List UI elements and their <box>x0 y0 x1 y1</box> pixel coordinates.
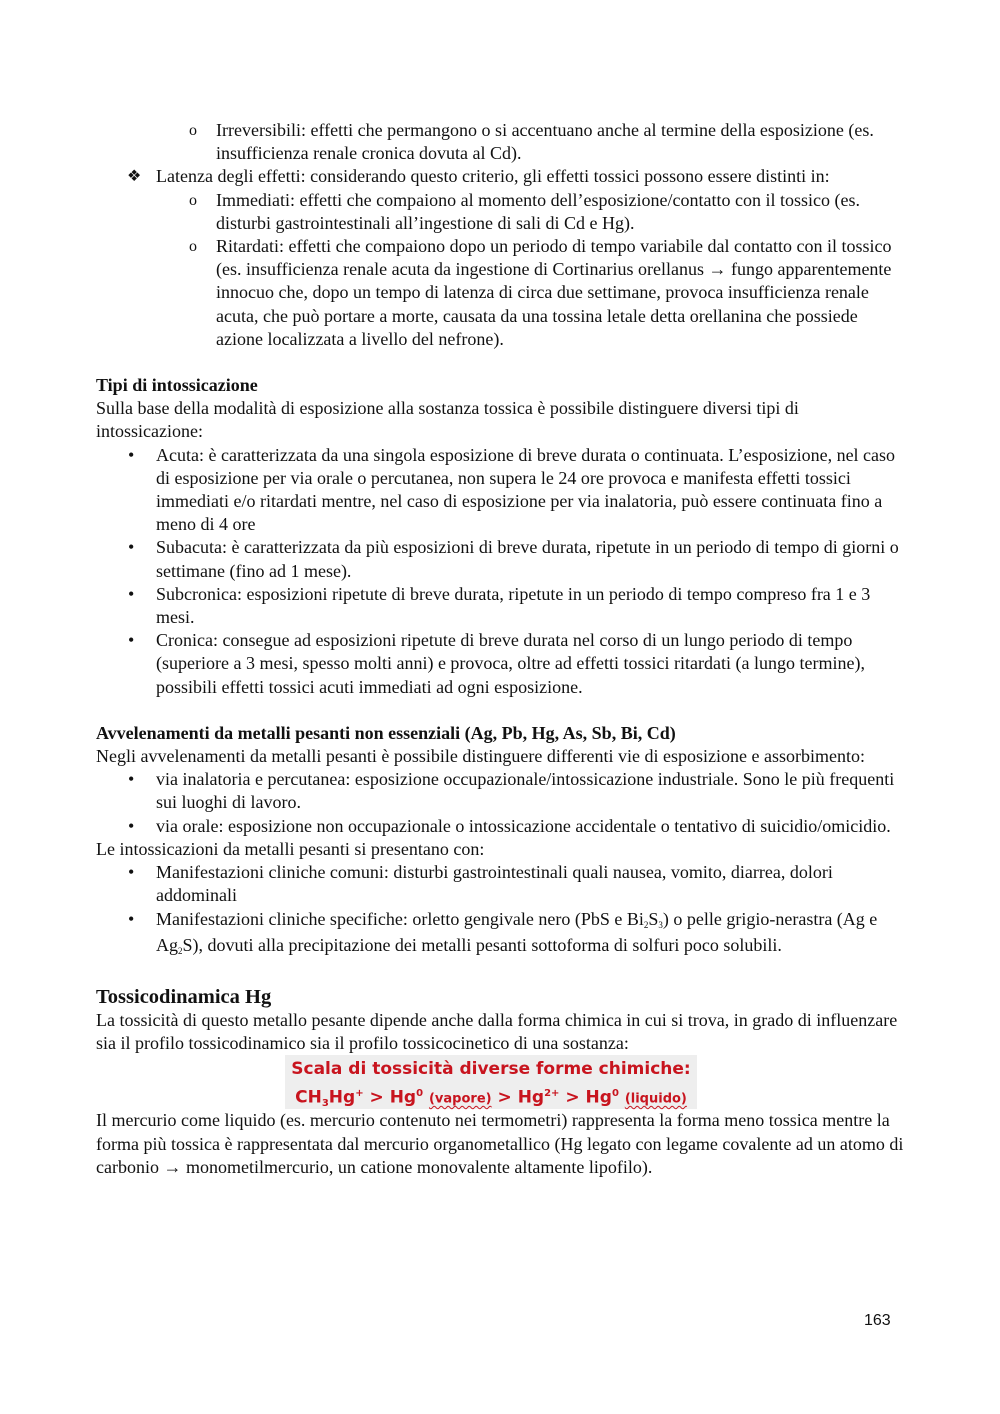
irreversibili-list <box>96 119 906 165</box>
heading-avvelenamenti: Avvelenamenti da metalli pesanti non essenziali (Ag, Pb, Hg, As, Sb, Bi, Cd) <box>96 722 676 743</box>
latenza-sublist <box>156 189 906 351</box>
toxicity-scale-image <box>285 1055 697 1109</box>
list-item-manifestazioni-specifiche: • Manifestazioni cliniche specifiche: orletto gengivale nero (PbS e $Bi_2S_3$) o pelle grigio-nerastra (Ag e $Ag_2S$), dovuti alla precipitazione dei metalli pesanti sottoforma di solfuri poco solubili. <box>156 908 906 960</box>
scale-title: Scala di tossicità diverse forme chimiche: <box>291 1059 691 1080</box>
latenza-text: Latenza degli effetti: considerando questo criterio, gli effetti tossici possono essere distinti in: <box>156 166 830 187</box>
list-item-subcronica: • Subcronica: esposizioni ripetute di breve durata, ripetute in un periodo di tempo compreso fra 1 e 3 mesi. <box>156 583 906 629</box>
document-body <box>96 119 906 1179</box>
hg-intro: La tossicità di questo metallo pesante dipende anche dalla forma chimica in cui si trova, in grado di influenzare sia il profilo tossicodinamico sia il profilo tossicocinetico di una sostanza: <box>96 1009 898 1054</box>
heading-tipi-intossicazione: Tipi di intossicazione <box>96 375 258 396</box>
manifestazioni-list <box>96 861 906 960</box>
list-item-cronica: • Cronica: consegue ad esposizioni ripetute di breve durata nel corso di un lungo periodo di tempo (superiore a 3 mesi, spesso molti anni) e provoca, oltre ad effetti tossici ritardati (a lungo termine), possibili effetti tossici acuti immediati ad ogni esposizione. <box>156 629 906 699</box>
list-item-manifestazioni-comuni: • Manifestazioni cliniche comuni: disturbi gastrointestinali quali nausea, vomito, diarrea, dolori addominali <box>156 861 906 907</box>
page-number: 163 <box>864 1312 891 1329</box>
list-item-subacuta: • Subacuta: è caratterizzata da più esposizioni di breve durata, ripetute in un periodo di tempo di giorni o settimane (fino ad 1 mese). <box>156 536 906 582</box>
tipi-list <box>96 444 906 699</box>
heading-tossicodinamica-hg: Tossicodinamica Hg <box>96 985 272 1008</box>
list-item-irreversibili: o Irreversibili: effetti che permangono o si accentuano anche al termine della esposizione (es. insufficienza renale cronica dovuta al Cd). <box>216 119 906 165</box>
list-item-ritardati: o Ritardati: effetti che compaiono dopo un periodo di tempo variabile dal contatto con il tossico (es. insufficienza renale acuta da ingestione di Cortinarius orellanus → fungo apparentemente innocuo che, dopo un tempo di latenza di circa due settimane, provoca insufficienza renale acuta, che può portare a morte, causata da una tossina letale detta orellanina che possiede azione localizzata a livello del nefrone). <box>216 235 906 351</box>
latenza-list <box>96 165 906 351</box>
list-item-via-inalatoria: • via inalatoria e percutanea: esposizione occupazionale/intossicazione industriale. Sono le più frequenti sui luoghi di lavoro. <box>156 768 906 814</box>
avvelenamenti-intro: Negli avvelenamenti da metalli pesanti è possibile distinguere differenti vie di esposizione e assorbimento: <box>96 746 865 767</box>
list-item-immediati: o Immediati: effetti che compaiono al momento dell’esposizione/contatto con il tossico (es. disturbi gastrointestinali all’ingestione di sali di Cd e Hg). <box>216 189 906 235</box>
avvelenamenti-intro2: Le intossicazioni da metalli pesanti si presentano con: <box>96 838 485 859</box>
list-item-via-orale: • via orale: esposizione non occupazionale o intossicazione accidentale o tentativo di suicidio/omicidio. <box>156 815 906 838</box>
list-item-latenza <box>156 165 906 351</box>
list-item-acuta: • Acuta: è caratterizzata da una singola esposizione di breve durata o continuata. L’esposizione, nel caso di esposizione per via orale o percutanea, non supera le 24 ore provoca e manifesta effetti tossici immediati e/o ritardati mentre, nel caso di esposizione per via inalatoria, può essere continuata fino a meno di 4 ore <box>156 444 906 537</box>
tipi-intro: Sulla base della modalità di esposizione alla sostanza tossica è possibile distinguere diversi tipi di intossicazione: <box>96 398 799 442</box>
scale-formula: $CH_3Hg^+ > Hg^0$ (vapore) > $Hg^{2+} > Hg^0$ (liquido) <box>295 1087 687 1109</box>
hg-outro: Il mercurio come liquido (es. mercurio contenuto nei termometri) rappresenta la forma meno tossica mentre la forma più tossica è rappresentata dal mercurio organometallico (Hg legato con legame covalente ad un atomo di carbonio → monometilmercurio, un catione monovalente altamente lipofilo). <box>96 1110 904 1177</box>
vie-list <box>96 768 906 838</box>
